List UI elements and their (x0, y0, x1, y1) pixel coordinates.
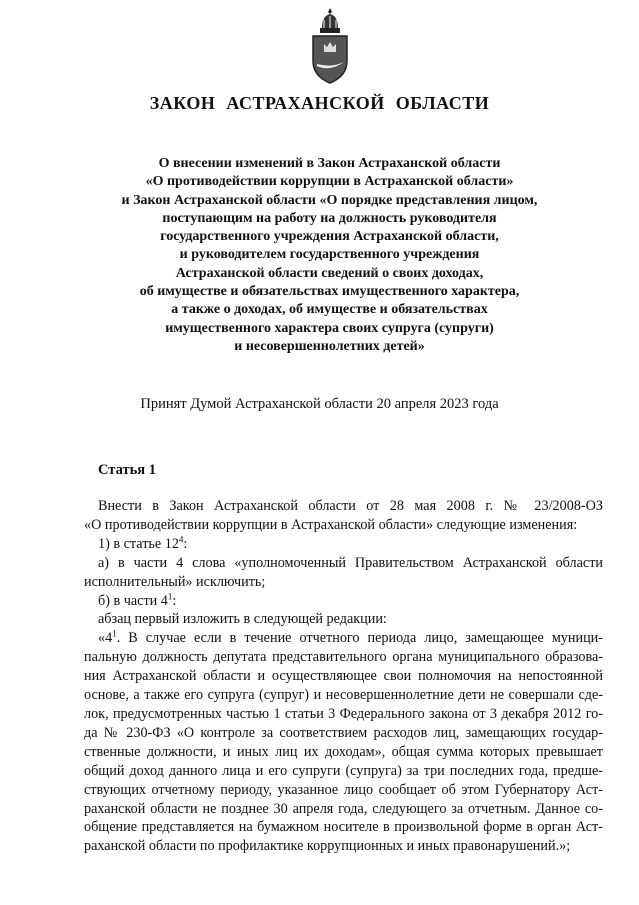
subject-line: О внесении изменений в Закон Астраханской области (158, 156, 501, 171)
quote-line: «$4^1$. В случае если в течение отчетного периода лицо, замещающее муници- (98, 628, 603, 647)
quote-line: ния Астраханской области и осуществляющее свои полномочия на непостоянной (84, 668, 603, 685)
subject-line: об имуществе и обязательствах имущественного характера, (139, 284, 520, 300)
quote-line: общение представляется на бумажном носителе в произвольной форме в орган Аст- (84, 819, 603, 836)
quote-line: ственные должности, и иных лиц их доходам», общая сумма которых превышает (84, 743, 603, 760)
coat-of-arms-icon (300, 6, 360, 86)
article-heading: Статья 1 (98, 462, 156, 478)
article-body (84, 497, 603, 856)
quote-line: лок, предусмотренных частью 1 статьи 3 Федерального закона от 3 декабря 2012 го- (84, 705, 603, 722)
item-a-line: а) в части 4 слова «уполномоченный Правительством Астраханской области (98, 554, 603, 571)
adoption-note: Принят Думой Астраханской области 20 апреля 2023 года (140, 396, 499, 412)
subject-line: поступающим на работу на должность руководителя (162, 210, 497, 226)
quote-line: раханской области не позднее 30 апреля года, следующего за отчетным. Данное со- (84, 800, 603, 817)
quote-line: ствующих отчетному периоду, указанное лицо сообщает об этом Губернатору Аст- (84, 781, 603, 798)
subject-line: и несовершеннолетних детей» (234, 338, 425, 354)
quote-line: общий доход данного лица и его супруги (супруга) за три последних года, предше- (84, 762, 603, 779)
subject-line: и руководителем государственного учреждения (179, 247, 480, 263)
quote-line: пальную должность депутата представительного органа муниципального образова- (84, 649, 603, 666)
subject-line: Астраханской области сведений о своих доходах, (175, 265, 484, 281)
item-a-line: исполнительный» исключить; (84, 573, 266, 590)
law-subject (60, 155, 599, 356)
subject-line: имущественного характера своих супруга (супруги) (165, 320, 494, 336)
subject-line: «О противодействии коррупции в Астраханской области» (145, 174, 514, 190)
item-1: 1) в статье $12^4$: (98, 534, 188, 552)
quote-line: да № 230-ФЗ «О контроле за соответствием расходов лиц, замещающих государ- (84, 724, 603, 741)
subject-line: а также о доходах, об имуществе и обязательствах (171, 302, 488, 318)
item-b: б) в части $4^1$: (98, 590, 177, 609)
intro-line: «О противодействии коррупции в Астраханской области» следующие изменения: (84, 516, 578, 533)
subject-line: и Закон Астраханской области «О порядке представления лицом, (121, 192, 538, 208)
intro-line: Внести в Закон Астраханской области от 28 мая 2008 г. № 23/2008-ОЗ (98, 498, 603, 514)
quote-line: раханской области по профилактике коррупционных и иных правонарушений.»; (84, 838, 571, 855)
law-title: ЗАКОН АСТРАХАНСКОЙ ОБЛАСТИ (149, 93, 490, 113)
quote-line: основе, а также его супруга (супруг) и несовершеннолетние дети не совершали сде- (84, 687, 603, 704)
subject-line: государственного учреждения Астраханской области, (160, 229, 499, 245)
paragraph-intro: абзац первый изложить в следующей редакции: (98, 611, 387, 628)
